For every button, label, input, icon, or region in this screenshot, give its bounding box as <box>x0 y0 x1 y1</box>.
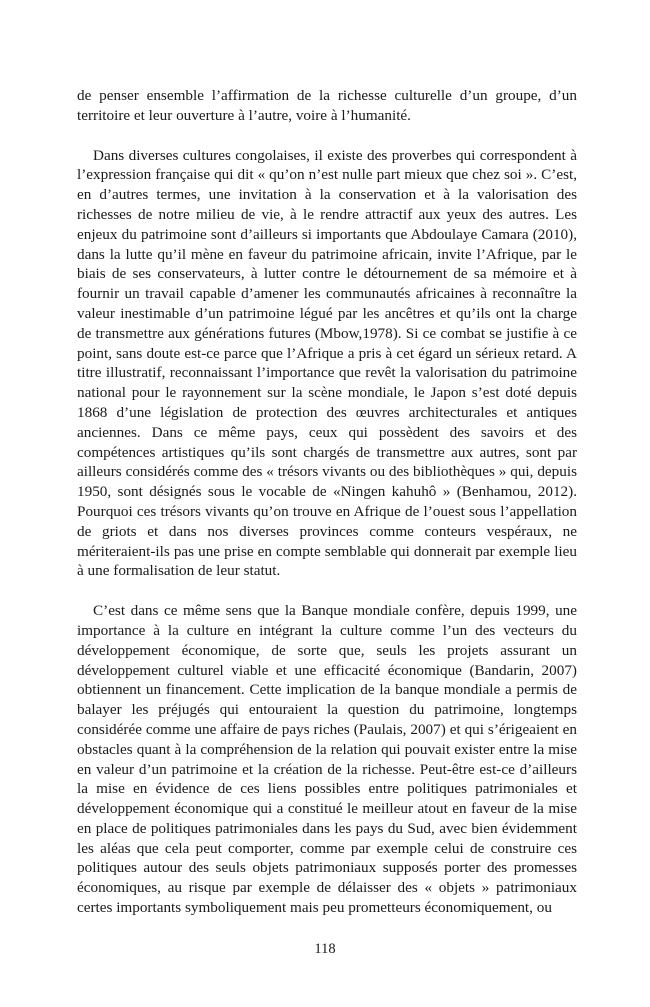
paragraph-banque-mondiale: C’est dans ce même sens que la Banque mondiale confère, depuis 1999, une importance à la culture en intégrant la culture comme l’un des vecteurs du développement économique, de sorte que, seuls les projets assurant un développement culturel viable et une efficacité économique (Bandarin, 2007) obtiennent un financement. Cette implication de la banque mondiale a permis de balayer les préjugés qui entouraient la question du patrimoine, longtemps considérée comme une affaire de pays riches (Paulais, 2007) et qui s’érigeaient en obstacles quant à la compréhension de la relation qui pouvait exister entre la mise en valeur d’un patrimoine et la création de la richesse. Peut-être est-ce d’ailleurs la mise en évidence de ces liens possibles entre politiques patrimoniales et développement économique qui a constitué le meilleur atout en faveur de la mise en place de politiques patrimoniales dans les pays du Sud, avec bien évidemment les aléas que cela peut comporter, comme par exemple celui de construire ces politiques autour des seuls objets patrimoniaux supposés porter des promesses économiques, au risque par exemple de délaisser des « objets » patrimoniaux certes importants symboliquement mais peu prometteurs économiquement, ou <box>77 602 577 917</box>
paragraph-gap <box>77 126 577 146</box>
paragraph-continuation: de penser ensemble l’affirmation de la richesse culturelle d’un groupe, d’un territoire et leur ouverture à l’autre, voire à l’humanité. <box>77 87 577 124</box>
paragraph-gap <box>77 581 577 601</box>
paragraph-proverbes: Dans diverses cultures congolaises, il existe des proverbes qui correspondent à l’expression française qui dit « qu’on n’est nulle part mieux que chez soi ». C’est, en d’autres termes, une invitation à la conservation et à la valorisation des richesses de notre milieu de vie, à le rendre attractif aux yeux des autres. Les enjeux du patrimoine sont d’ailleurs si importants que Abdoulaye Camara (2010), dans la lutte qu’il mène en faveur du patrimoine africain, invite l’Afrique, par le biais de ses conservateurs, à lutter contre le détournement de sa mémoire et à fournir un travail capable d’amener les communautés africaines à reconnaître la valeur inestimable d’un patrimoine légué par les ancêtres et qu’ils ont la charge de transmettre aux générations futures (Mbow,1978). Si ce combat se justifie à ce point, sans doute est-ce parce que l’Afrique a pris à cet égard un sérieux retard. A titre illustratif, reconnaissant l’importance que revêt la valorisation du patrimoine national pour le rayonnement sur la scène mondiale, le Japon s’est doté depuis 1868 d’une législation de protection des œuvres architecturales et antiques anciennes. Dans ce même pays, ceux qui possèdent des savoirs et des compétences artistiques qu’ils sont chargés de transmettre aux autres, sont par ailleurs considérés comme des « trésors vivants ou des bibliothèques » qui, depuis 1950, sont désignés sous le vocable de «Ningen kahuhô » (Benhamou, 2012). Pourquoi ces trésors vivants qu’on trouve en Afrique de l’ouest sous l’appellation de griots et dans nos diverses provinces comme conteurs vespéraux, ne mériteraient-ils pas une prise en compte semblable qui donnerait par exemple lieu à une formalisation de leur statut. <box>77 146 577 580</box>
page-number: 118 <box>314 941 336 957</box>
page-body <box>77 86 577 918</box>
